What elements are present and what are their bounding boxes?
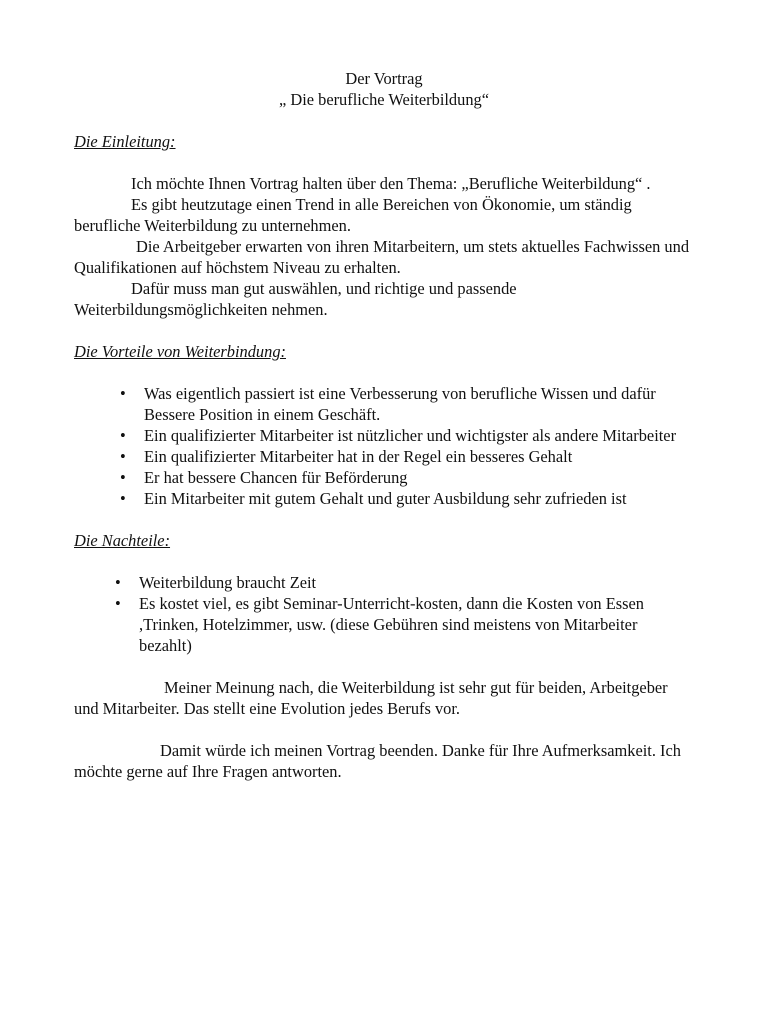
document-title: Der Vortrag bbox=[345, 69, 423, 88]
conclusion-paragraph-2-text: Damit würde ich meinen Vortrag beenden. Danke für Ihre Aufmerksamkeit. Ich möchte gerne auf Ihre Fragen antworten. bbox=[74, 741, 681, 781]
conclusion-paragraph-1-text: Meiner Meinung nach, die Weiterbildung ist sehr gut für beiden, Arbeitgeber und Mitarbeiter. Das stellt eine Evolution jedes Berufs vor. bbox=[74, 678, 668, 718]
bullet-icon: • bbox=[120, 384, 126, 403]
intro-paragraph-1 bbox=[74, 173, 694, 194]
list-item bbox=[74, 593, 694, 656]
list-item-text: Ein qualifizierter Mitarbeiter ist nützlicher und wichtigster als andere Mitarbeiter bbox=[144, 426, 677, 445]
intro-paragraph-3-text: Die Arbeitgeber erwarten von ihren Mitarbeitern, um stets aktuelles Fachwissen und Qualifikationen auf höchstem Niveau zu erhalten. bbox=[74, 237, 690, 277]
conclusion-paragraph-2 bbox=[74, 740, 694, 782]
list-item bbox=[74, 572, 694, 593]
disadvantages-list bbox=[74, 572, 694, 656]
spacer bbox=[74, 152, 694, 173]
spacer bbox=[74, 362, 694, 383]
list-item-text: Ein qualifizierter Mitarbeiter hat in der Regel ein besseres Gehalt bbox=[144, 447, 573, 466]
spacer bbox=[74, 110, 694, 131]
document-page bbox=[74, 68, 694, 782]
spacer bbox=[74, 509, 694, 530]
intro-paragraph-3 bbox=[74, 236, 694, 278]
advantages-heading: Die Vorteile von Weiterbindung: bbox=[74, 342, 286, 361]
disadvantages-heading: Die Nachteile: bbox=[74, 531, 171, 550]
spacer bbox=[74, 551, 694, 572]
list-item bbox=[74, 467, 694, 488]
list-item-text: Es kostet viel, es gibt Seminar-Unterricht-kosten, dann die Kosten von Essen ,Trinken, Hotelzimmer, usw. (diese Gebühren sind meistens von Mitarbeiter bezahlt) bbox=[139, 594, 644, 655]
intro-heading: Die Einleitung: bbox=[74, 132, 176, 151]
intro-paragraph-4 bbox=[74, 278, 694, 320]
bullet-icon: • bbox=[120, 426, 126, 445]
advantages-list bbox=[74, 383, 694, 509]
conclusion-paragraph-1 bbox=[74, 677, 694, 719]
list-item-text: Weiterbildung braucht Zeit bbox=[139, 573, 317, 592]
spacer bbox=[74, 719, 694, 740]
list-item-text: Was eigentlich passiert ist eine Verbesserung von berufliche Wissen und dafür Bessere Position in einem Geschäft. bbox=[144, 384, 656, 424]
list-item bbox=[74, 488, 694, 509]
intro-paragraph-1-text: Ich möchte Ihnen Vortrag halten über den Thema: „Berufliche Weiterbildung“ . bbox=[131, 174, 651, 193]
list-item-text: Er hat bessere Chancen für Beförderung bbox=[144, 468, 408, 487]
bullet-icon: • bbox=[120, 468, 126, 487]
list-item bbox=[74, 425, 694, 446]
spacer bbox=[74, 656, 694, 677]
intro-paragraph-2-text: Es gibt heutzutage einen Trend in alle Bereichen von Ökonomie, um ständig berufliche Weiterbildung zu unternehmen. bbox=[74, 195, 632, 235]
bullet-icon: • bbox=[120, 489, 126, 508]
bullet-icon: • bbox=[115, 573, 121, 592]
intro-paragraph-4-text: Dafür muss man gut auswählen, und richtige und passende Weiterbildungsmöglichkeiten nehmen. bbox=[74, 279, 517, 319]
intro-paragraph-2 bbox=[74, 194, 694, 236]
document-subtitle: „ Die berufliche Weiterbildung“ bbox=[278, 90, 489, 109]
list-item bbox=[74, 446, 694, 467]
bullet-icon: • bbox=[120, 447, 126, 466]
list-item-text: Ein Mitarbeiter mit gutem Gehalt und guter Ausbildung sehr zufrieden ist bbox=[144, 489, 627, 508]
spacer bbox=[74, 320, 694, 341]
bullet-icon: • bbox=[115, 594, 121, 613]
list-item bbox=[74, 383, 694, 425]
